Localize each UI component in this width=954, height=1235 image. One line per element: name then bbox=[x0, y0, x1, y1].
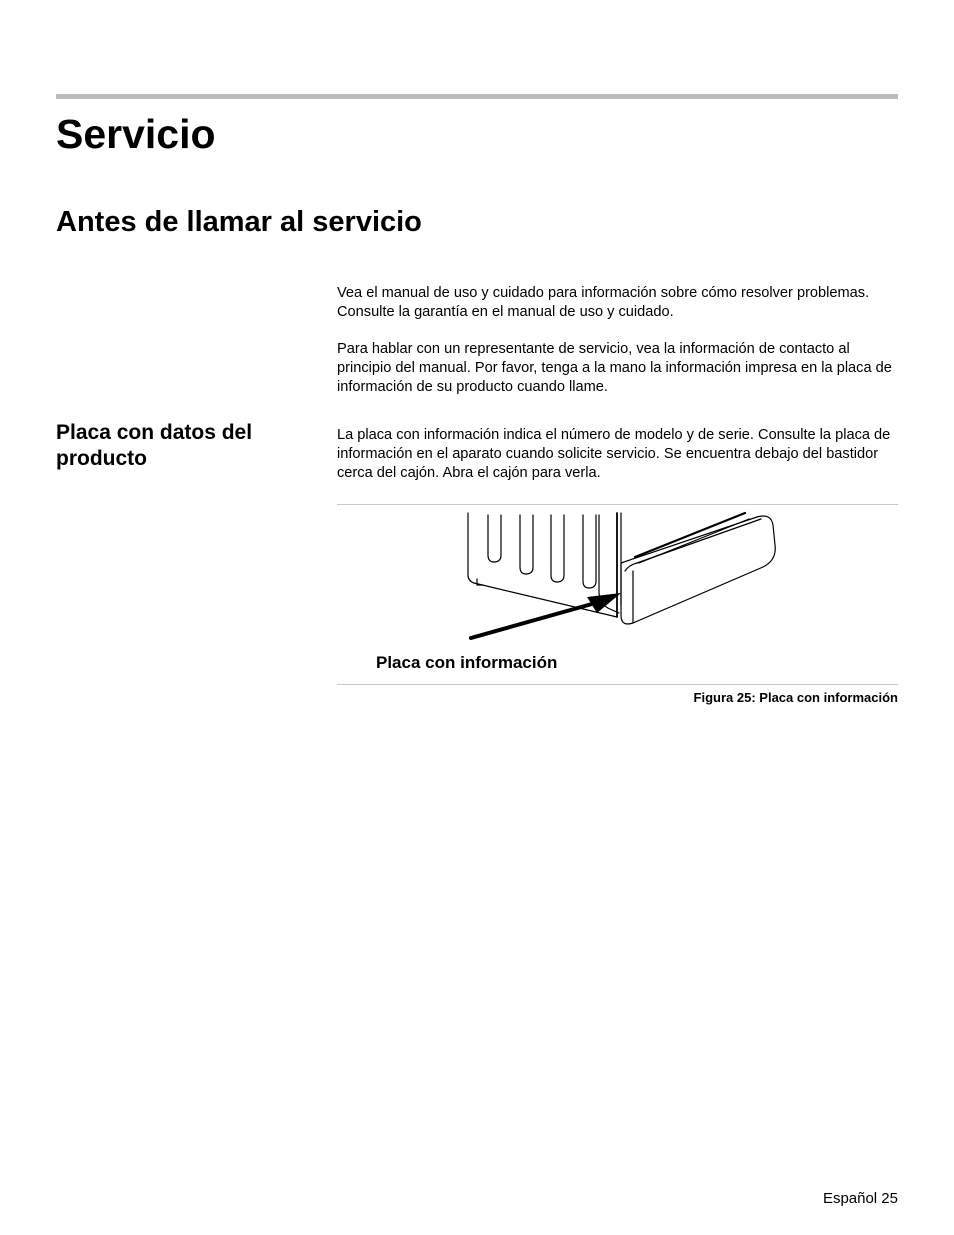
header-rule bbox=[56, 94, 898, 99]
intro-paragraph: Vea el manual de uso y cuidado para información sobre cómo resolver problemas. Consulte la garantía en el manual de uso y cuidado. bbox=[337, 285, 870, 320]
figure-label: Placa con información bbox=[376, 653, 558, 672]
subsection-title: Placa con datos del producto bbox=[56, 421, 253, 470]
section-title: Antes de llamar al servicio bbox=[56, 206, 422, 238]
figure-bottom-rule bbox=[337, 684, 898, 685]
page-footer: Español 25 bbox=[822, 1190, 898, 1207]
contact-paragraph: Para hablar con un representante de servicio, vea la información de contacto al principio del manual. Por favor, tenga a la mano la información impresa en la placa de información de su producto cuando llame. bbox=[337, 341, 892, 395]
nameplate-paragraph: La placa con información indica el número de modelo y de serie. Consulte la placa de información en el aparato cuando solicite servicio. Se encuentra debajo del bastidor cerca del cajón. Abra el cajón para verla. bbox=[337, 427, 891, 481]
page-title: Servicio bbox=[56, 111, 216, 157]
figure-caption: Figura 25: Placa con información bbox=[693, 690, 898, 705]
